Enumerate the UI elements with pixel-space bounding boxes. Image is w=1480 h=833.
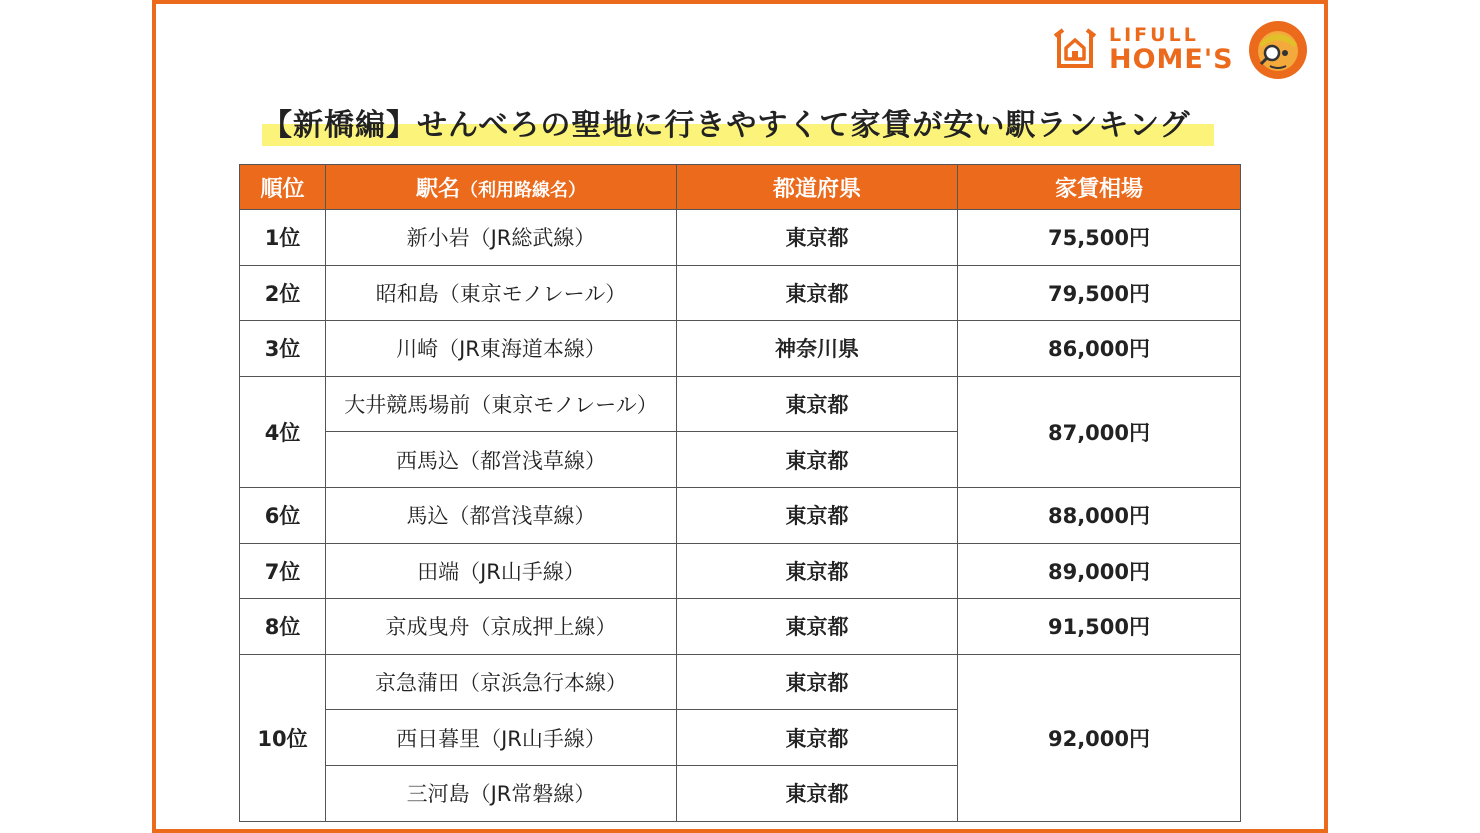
rank-cell: 4位 <box>240 376 326 487</box>
prefecture-cell: 東京都 <box>677 210 958 266</box>
table-row <box>240 265 1241 321</box>
table-row <box>240 543 1241 599</box>
table-row <box>240 487 1241 543</box>
header-rank: 順位 <box>240 165 326 210</box>
rent-cell: 89,000円 <box>958 543 1241 599</box>
station-cell: 昭和島（東京モノレール） <box>326 265 677 321</box>
rent-cell: 87,000円 <box>958 376 1241 487</box>
station-cell: 馬込（都営浅草線） <box>326 487 677 543</box>
ranking-table <box>239 164 1241 822</box>
rent-cell: 75,500円 <box>958 210 1241 266</box>
table-row <box>240 321 1241 377</box>
station-cell: 京成曳舟（京成押上線） <box>326 599 677 655</box>
station-cell: 田端（JR山手線） <box>326 543 677 599</box>
prefecture-cell: 東京都 <box>677 487 958 543</box>
prefecture-cell: 東京都 <box>677 265 958 321</box>
table-row <box>240 654 1241 710</box>
prefecture-cell: 東京都 <box>677 599 958 655</box>
rank-cell: 7位 <box>240 543 326 599</box>
prefecture-cell: 東京都 <box>677 376 958 432</box>
table-row <box>240 599 1241 655</box>
prefecture-cell: 東京都 <box>677 543 958 599</box>
prefecture-cell: 東京都 <box>677 432 958 488</box>
rank-cell: 1位 <box>240 210 326 266</box>
prefecture-cell: 神奈川県 <box>677 321 958 377</box>
rank-cell: 6位 <box>240 487 326 543</box>
rank-cell: 10位 <box>240 654 326 821</box>
header-prefecture: 都道府県 <box>677 165 958 210</box>
table-header-row <box>240 165 1241 210</box>
prefecture-cell: 東京都 <box>677 710 958 766</box>
prefecture-cell: 東京都 <box>677 765 958 821</box>
station-cell: 西馬込（都営浅草線） <box>326 432 677 488</box>
station-cell: 新小岩（JR総武線） <box>326 210 677 266</box>
station-cell: 川崎（JR東海道本線） <box>326 321 677 377</box>
station-cell: 京急蒲田（京浜急行本線） <box>326 654 677 710</box>
rent-cell: 86,000円 <box>958 321 1241 377</box>
rent-cell: 92,000円 <box>958 654 1241 821</box>
header-station-label: 駅名 <box>415 176 460 202</box>
brand-name-bottom: HOME'S <box>1109 44 1234 75</box>
page-title: 【新橋編】せんべろの聖地に行きやすくて家賃が安い駅ランキング <box>262 108 1191 143</box>
rent-cell: 88,000円 <box>958 487 1241 543</box>
rank-cell: 2位 <box>240 265 326 321</box>
rent-cell: 91,500円 <box>958 599 1241 655</box>
header-rent: 家賃相場 <box>958 165 1241 210</box>
header-station <box>326 165 677 210</box>
rank-cell: 8位 <box>240 599 326 655</box>
house-logo-icon <box>1053 26 1097 70</box>
station-cell: 三河島（JR常磐線） <box>326 765 677 821</box>
table-row <box>240 210 1241 266</box>
mascot-detective-icon <box>1248 20 1308 80</box>
brand-name-top: LIFULL <box>1109 24 1199 46</box>
station-cell: 西日暮里（JR山手線） <box>326 710 677 766</box>
title-block <box>262 98 1218 150</box>
rank-cell: 3位 <box>240 321 326 377</box>
header-station-sub: （利用路線名） <box>460 179 586 201</box>
rent-cell: 79,500円 <box>958 265 1241 321</box>
table-row <box>240 376 1241 432</box>
prefecture-cell: 東京都 <box>677 654 958 710</box>
station-cell: 大井競馬場前（東京モノレール） <box>326 376 677 432</box>
brand-logo <box>1053 20 1313 80</box>
